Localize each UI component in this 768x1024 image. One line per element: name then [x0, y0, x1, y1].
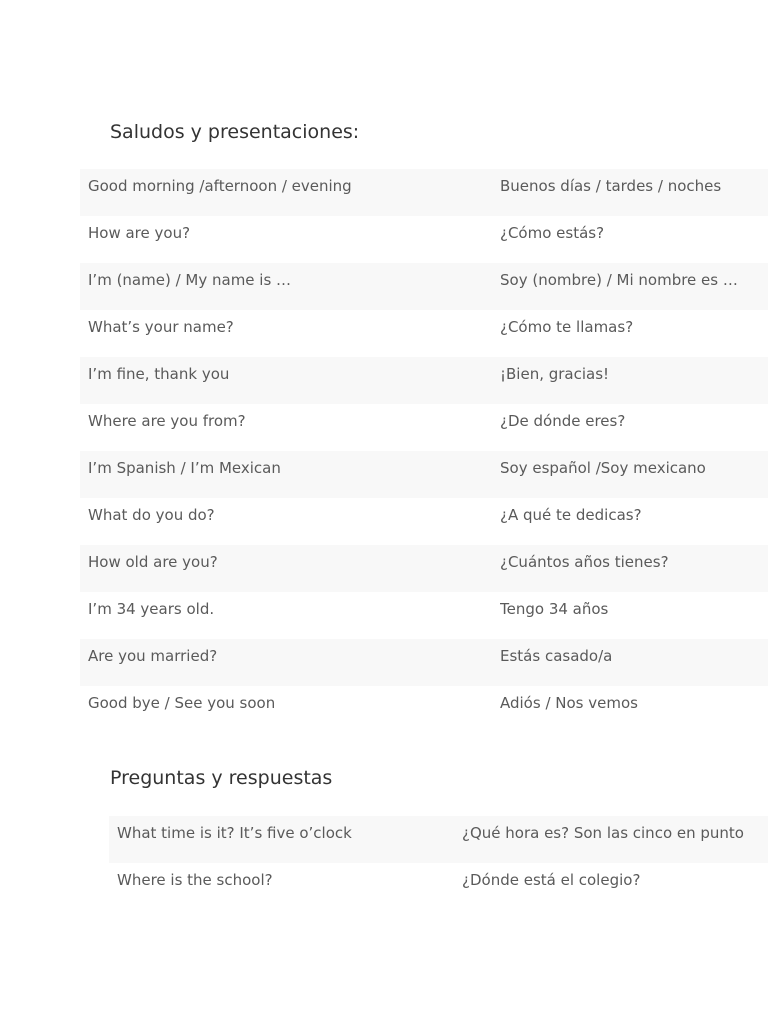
table-row	[80, 451, 768, 498]
english-phrase: Are you married?	[88, 647, 218, 665]
spanish-phrase: ¡Bien, gracias!	[500, 365, 610, 383]
phrase-table-preguntas	[109, 816, 768, 910]
spanish-phrase: ¿Cómo te llamas?	[500, 318, 634, 336]
spanish-phrase: ¿Cómo estás?	[500, 224, 605, 242]
spanish-phrase: ¿Cuántos años tienes?	[500, 553, 669, 571]
spanish-phrase: Adiós / Nos vemos	[500, 694, 638, 712]
section-heading-saludos: Saludos y presentaciones:	[110, 121, 360, 143]
phrase-table-saludos	[80, 169, 768, 733]
table-row	[80, 639, 768, 686]
table-row	[80, 498, 768, 545]
english-phrase: How are you?	[88, 224, 191, 242]
english-phrase: Good morning /afternoon / evening	[88, 177, 352, 195]
spanish-phrase: ¿Dónde está el colegio?	[462, 871, 641, 889]
table-row	[80, 545, 768, 592]
english-phrase: How old are you?	[88, 553, 218, 571]
table-row	[109, 863, 768, 910]
section-heading-preguntas: Preguntas y respuestas	[110, 767, 333, 789]
table-row	[80, 404, 768, 451]
table-row	[80, 357, 768, 404]
english-phrase: I’m 34 years old.	[88, 600, 215, 618]
spanish-phrase: Soy español /Soy mexicano	[500, 459, 706, 477]
english-phrase: What time is it? It’s five o’clock	[117, 824, 352, 842]
english-phrase: What’s your name?	[88, 318, 234, 336]
english-phrase: What do you do?	[88, 506, 215, 524]
spanish-phrase: Buenos días / tardes / noches	[500, 177, 722, 195]
english-phrase: Where is the school?	[117, 871, 273, 889]
spanish-phrase: Estás casado/a	[500, 647, 613, 665]
table-row	[80, 216, 768, 263]
spanish-phrase: ¿De dónde eres?	[500, 412, 626, 430]
table-row	[80, 686, 768, 733]
spanish-phrase: ¿A qué te dedicas?	[500, 506, 642, 524]
spanish-phrase: Soy (nombre) / Mi nombre es …	[500, 271, 738, 289]
spanish-phrase: ¿Qué hora es? Son las cinco en punto	[462, 824, 744, 842]
english-phrase: I’m (name) / My name is …	[88, 271, 292, 289]
english-phrase: I’m Spanish / I’m Mexican	[88, 459, 281, 477]
spanish-phrase: Tengo 34 años	[500, 600, 609, 618]
english-phrase: I’m fine, thank you	[88, 365, 230, 383]
table-row	[109, 816, 768, 863]
table-row	[80, 310, 768, 357]
table-row	[80, 592, 768, 639]
english-phrase: Good bye / See you soon	[88, 694, 276, 712]
table-row	[80, 263, 768, 310]
table-row	[80, 169, 768, 216]
english-phrase: Where are you from?	[88, 412, 246, 430]
